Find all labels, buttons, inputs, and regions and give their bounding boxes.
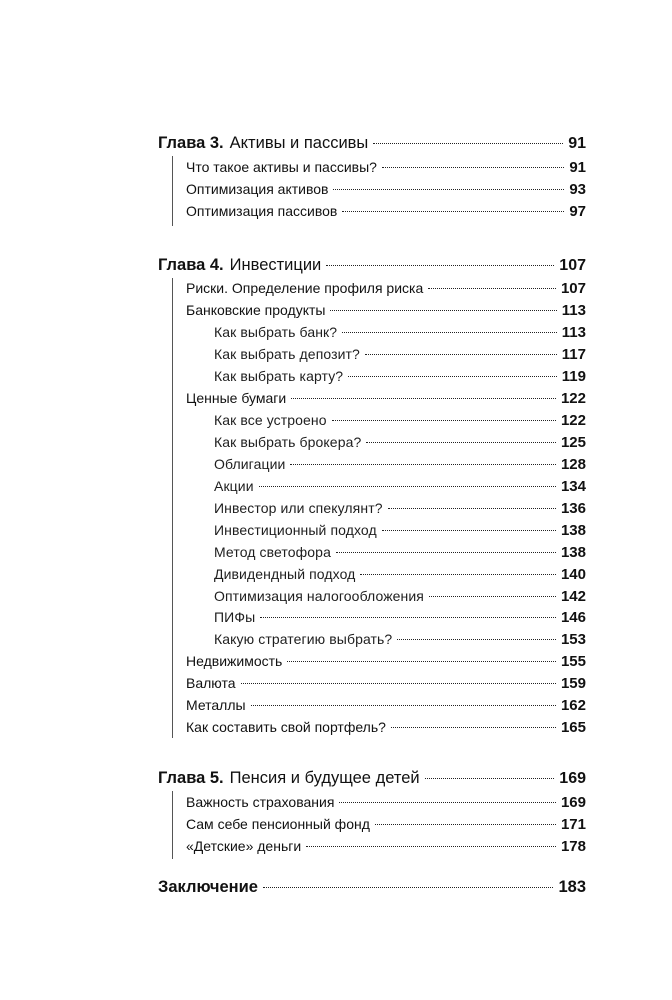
page-number: 169 [560,794,586,811]
toc-chapter-5[interactable] [158,767,586,789]
page-number: 138 [560,522,586,539]
leader-dots [342,332,557,333]
leader-dots [382,530,556,531]
toc-subsection[interactable] [214,519,586,541]
leader-dots [375,824,556,825]
toc-section[interactable] [186,156,586,178]
page-number: 107 [559,257,586,274]
toc-section[interactable] [186,835,586,857]
page-number: 97 [569,203,586,220]
toc-subsection[interactable] [214,321,586,343]
leader-dots [291,398,556,399]
toc-subsection[interactable] [214,628,586,650]
page-number: 91 [569,159,586,176]
section-title: Недвижимость [186,653,283,669]
subsection-title: Облигации [214,456,286,472]
subsection-title: Акции [214,478,254,494]
chapter-heading [158,254,323,276]
leader-dots [333,189,564,190]
toc-subsection[interactable] [214,365,586,387]
leader-dots [428,288,556,289]
leader-dots [382,167,564,168]
section-title: Банковские продукты [186,302,326,318]
leader-dots [429,596,556,597]
toc-section[interactable] [186,694,586,716]
section-title: Металлы [186,697,246,713]
chapter-title: Пенсия и будущее детей [229,769,420,787]
toc-subsection[interactable] [214,585,586,607]
section-title: Оптимизация пассивов [186,203,338,219]
toc-chapter-3[interactable] [158,132,586,154]
subsection-title: Какую стратегию выбрать? [214,631,393,647]
section-title: Риски. Определение профиля риска [186,280,424,296]
toc-section[interactable] [186,650,586,672]
subsection-title: Инвестиционный подход [214,522,377,538]
page-number: 155 [560,653,586,670]
page-number: 142 [560,588,586,605]
chapter-label: Глава 4. [158,256,224,274]
indent-rule [172,156,173,226]
section-title: Оптимизация активов [186,181,329,197]
page-number: 162 [560,697,586,714]
section-title: Сам себе пенсионный фонд [186,816,370,832]
leader-dots [339,802,556,803]
toc-subsection[interactable] [214,431,586,453]
toc-section[interactable] [186,277,586,299]
leader-dots [397,639,556,640]
leader-dots [260,617,556,618]
toc-section[interactable] [186,672,586,694]
conclusion-title: Заключение [158,878,258,896]
toc-section[interactable] [186,387,586,409]
leader-dots [336,552,556,553]
subsection-title: Как выбрать банк? [214,324,338,340]
leader-dots [388,508,556,509]
page-number: 169 [559,770,586,787]
page-number: 113 [561,324,586,341]
toc-conclusion[interactable] [158,876,586,898]
toc-subsection[interactable] [214,541,586,563]
chapter-heading [158,767,422,789]
section-title: Что такое активы и пассивы? [186,159,377,175]
leader-dots [360,574,556,575]
page-number: 159 [560,675,586,692]
chapter-title: Активы и пассивы [229,134,369,152]
toc-chapter-4[interactable] [158,254,586,276]
subsection-title: Как выбрать депозит? [214,346,360,362]
page-number: 117 [561,346,586,363]
toc-section[interactable] [186,299,586,321]
toc-section[interactable] [186,791,586,813]
page-number: 107 [560,280,586,297]
toc-subsection[interactable] [214,409,586,431]
page-number: 93 [569,181,586,198]
indent-rule [172,791,173,859]
page-number: 125 [560,434,586,451]
indent-rule [172,278,173,738]
toc-subsection[interactable] [214,497,586,519]
leader-dots [330,310,556,311]
subsection-title: Как все устроено [214,412,327,428]
subsection-title: Оптимизация налогообложения [214,588,424,604]
subsection-title: Как выбрать брокера? [214,434,362,450]
toc-subsection[interactable] [214,343,586,365]
page-number: 153 [560,631,586,648]
subsection-title: Метод светофора [214,544,331,560]
chapter-label: Глава 5. [158,769,224,787]
leader-dots [365,354,557,355]
page-number: 128 [560,456,586,473]
section-title: Важность страхования [186,794,335,810]
chapter-title: Инвестиции [229,256,322,274]
leader-dots [259,486,556,487]
leader-dots [342,211,564,212]
leader-dots [391,727,556,728]
page-number: 183 [558,878,586,896]
toc-section[interactable] [186,813,586,835]
leader-dots [373,143,563,144]
leader-dots [348,376,557,377]
page-number: 91 [568,135,586,152]
page-number: 165 [560,719,586,736]
leader-dots [251,705,556,706]
chapter-heading [158,132,370,154]
page-number: 178 [560,838,586,855]
page-number: 122 [560,390,586,407]
section-title: «Детские» деньги [186,838,302,854]
section-title: Ценные бумаги [186,390,287,406]
leader-dots [290,464,556,465]
subsection-title: ПИФы [214,609,256,625]
leader-dots [332,420,556,421]
page-number: 146 [560,609,586,626]
page-number: 113 [561,302,586,319]
section-title: Валюта [186,675,236,691]
page-number: 134 [560,478,586,495]
toc-subsection[interactable] [214,475,586,497]
leader-dots [263,887,554,888]
leader-dots [366,442,556,443]
leader-dots [241,683,556,684]
subsection-title: Инвестор или спекулянт? [214,500,383,516]
subsection-title: Как выбрать карту? [214,368,344,384]
page-number: 119 [561,368,586,385]
toc-subsection[interactable] [214,453,586,475]
section-title: Как составить свой портфель? [186,719,386,735]
leader-dots [306,846,556,847]
page-number: 171 [560,816,586,833]
leader-dots [287,661,556,662]
toc-section[interactable] [186,200,586,222]
leader-dots [425,778,555,779]
toc-section[interactable] [186,178,586,200]
chapter-label: Глава 3. [158,134,224,152]
toc-section[interactable] [186,716,586,738]
subsection-title: Дивидендный подход [214,566,356,582]
leader-dots [326,265,554,266]
page-number: 140 [560,566,586,583]
page-number: 122 [560,412,586,429]
toc-subsection[interactable] [214,563,586,585]
page-number: 136 [560,500,586,517]
page-number: 138 [560,544,586,561]
toc-subsection[interactable] [214,606,586,628]
